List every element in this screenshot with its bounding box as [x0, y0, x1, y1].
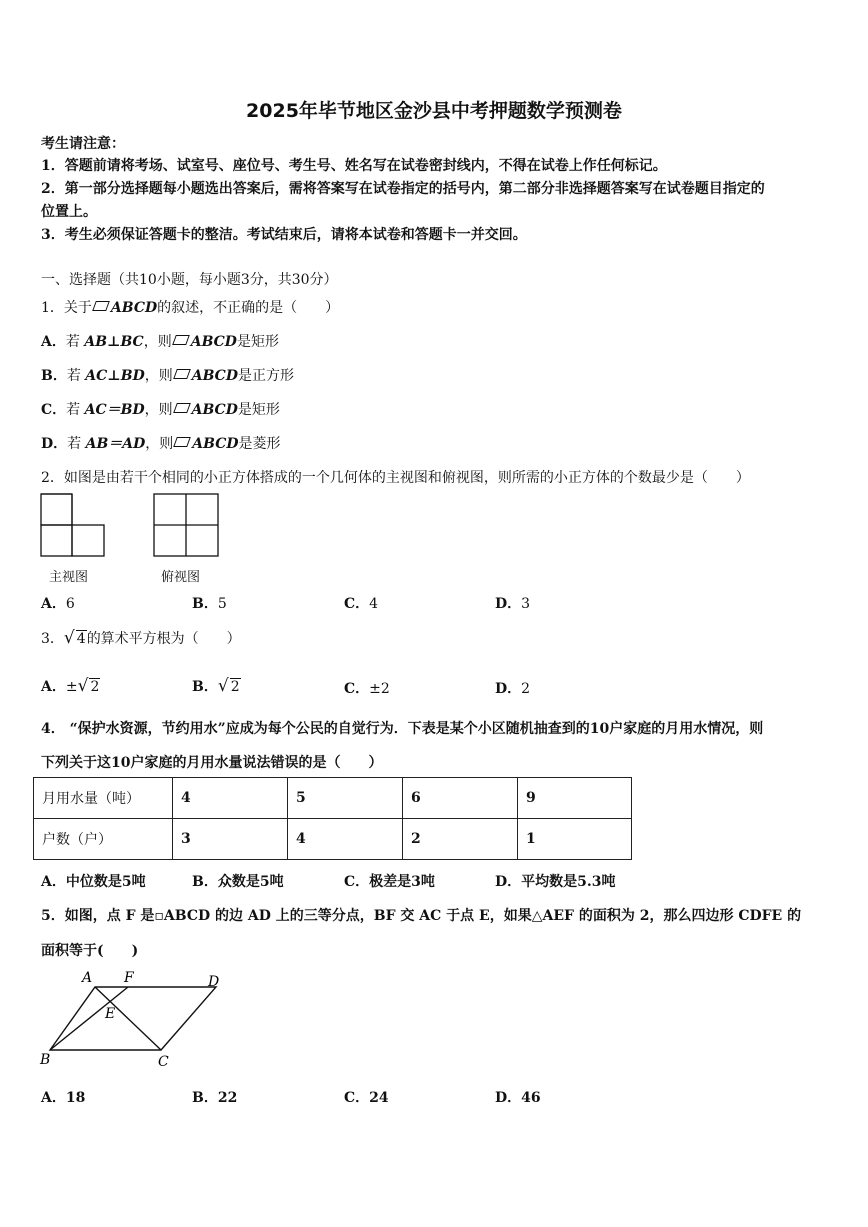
- option-value: 6: [65, 596, 75, 612]
- option-value: 2: [521, 681, 531, 697]
- option-label: A．: [41, 596, 66, 612]
- option-text: 平均数是5.3吨: [521, 874, 616, 890]
- option-text: 若: [65, 334, 85, 350]
- notice-line-2b: 位置上。: [41, 204, 97, 220]
- option-value: 24: [369, 1090, 389, 1106]
- option-value: 4: [369, 596, 379, 612]
- label-a: A: [82, 970, 93, 986]
- parallelogram-icon: [92, 301, 110, 311]
- q5-option-c[interactable]: [344, 1087, 389, 1107]
- option-text: ，则: [145, 436, 174, 452]
- q5-option-b[interactable]: [192, 1087, 237, 1107]
- q5-option-a[interactable]: [41, 1087, 85, 1107]
- option-value: 18: [65, 1090, 86, 1106]
- section-heading: 一、选择题（共10小题，每小题3分，共30分）: [41, 272, 338, 288]
- question-1-stem: [41, 297, 339, 317]
- option-label: D．: [495, 681, 522, 697]
- option-expr: AC⊥BD: [85, 368, 145, 384]
- option-label: B．: [192, 679, 218, 695]
- parallelogram-icon: [173, 403, 191, 413]
- option-figure: ABCD: [191, 402, 238, 418]
- page-title: 2025年毕节地区金沙县中考押题数学预测卷: [246, 100, 622, 122]
- front-view-caption: 主视图: [49, 570, 89, 585]
- option-label: B．: [192, 596, 218, 612]
- option-value: 22: [217, 1090, 238, 1106]
- question-2-stem: 2．如图是由若干个相同的小正方体搭成的一个几何体的主视图和俯视图，则所需的小正方体的个数最少是（ ）: [41, 470, 750, 486]
- q3-option-c[interactable]: [344, 678, 390, 698]
- option-tail: 是正方形: [237, 368, 294, 384]
- table-cell: 1: [518, 819, 632, 860]
- notice-line-3: 3．考生必须保证答题卡的整洁。考试结束后，请将本试卷和答题卡一并交回。: [41, 227, 527, 243]
- option-tail: 是菱形: [238, 436, 281, 452]
- option-value: 3: [521, 596, 531, 612]
- q1-option-b[interactable]: [41, 365, 294, 385]
- top-view-caption: 俯视图: [161, 570, 201, 585]
- option-text: 极差是3吨: [369, 874, 435, 890]
- table-cell: 3: [173, 819, 288, 860]
- option-label: A．: [41, 874, 66, 890]
- parallelogram-icon: [172, 335, 190, 345]
- option-value: 5: [217, 596, 227, 612]
- q2-option-c[interactable]: [344, 593, 378, 613]
- option-label: B．: [192, 874, 218, 890]
- option-text: 若: [67, 436, 86, 452]
- option-radicand: 2: [230, 679, 240, 695]
- q1-option-c[interactable]: [41, 399, 280, 419]
- notice-line-1: 1．答题前请将考场、试室号、座位号、考生号、姓名写在试卷密封线内，不得在试卷上作任何标记。: [41, 158, 667, 174]
- question-3-stem: [41, 628, 241, 648]
- parallelogram-figure: [38, 966, 228, 1074]
- table-cell: 2: [403, 819, 518, 860]
- option-figure: ABCD: [190, 334, 237, 350]
- option-text: 若: [66, 368, 86, 384]
- option-label: C．: [344, 874, 370, 890]
- q1-option-a[interactable]: [41, 331, 279, 351]
- parallelogram-icon: [173, 369, 191, 379]
- table-cell: 9: [518, 778, 632, 819]
- q4-option-d[interactable]: [495, 871, 616, 891]
- option-text: ，则: [144, 368, 173, 384]
- option-text: 若: [66, 402, 85, 418]
- q3-option-d[interactable]: [495, 678, 530, 698]
- option-label: C．: [344, 681, 370, 697]
- option-figure: ABCD: [191, 368, 238, 384]
- option-text: ，则: [143, 334, 172, 350]
- q3-stem-text: 的算术平方根为（ ）: [86, 631, 241, 647]
- option-label: A．: [41, 1090, 66, 1106]
- table-cell: 6: [403, 778, 518, 819]
- q1-option-d[interactable]: [41, 433, 281, 453]
- parallelogram-icon: [173, 437, 191, 447]
- table-cell: 4: [173, 778, 288, 819]
- table-header-cell: 月用水量（吨）: [34, 778, 173, 819]
- q4-option-b[interactable]: [192, 871, 284, 891]
- option-expr: AB⊥BC: [84, 334, 144, 350]
- table-cell: 5: [288, 778, 403, 819]
- q1-prefix: 1．关于: [41, 300, 92, 316]
- q2-views-figure: [38, 492, 238, 562]
- label-e: E: [105, 1006, 116, 1022]
- question-4-stem-2: 下列关于这10户家庭的月用水量说法错误的是（ ）: [41, 755, 383, 771]
- q4-option-a[interactable]: [41, 871, 146, 891]
- option-figure: ABCD: [192, 436, 239, 452]
- option-value: ±2: [369, 681, 390, 697]
- option-label: D．: [495, 874, 522, 890]
- option-label: B．: [192, 1090, 218, 1106]
- option-text: 中位数是5吨: [65, 874, 146, 890]
- table-row: [34, 819, 632, 860]
- label-d: D: [208, 974, 220, 990]
- option-tail: 是矩形: [236, 334, 279, 350]
- table-header-cell: 户数（户）: [34, 819, 173, 860]
- sqrt-sign: √: [217, 676, 229, 696]
- q2-option-d[interactable]: [495, 593, 530, 613]
- q5-option-d[interactable]: [495, 1087, 541, 1107]
- parallelogram-abcd: [50, 987, 216, 1050]
- question-5-stem-1: 5．如图，点 F 是▫ABCD 的边 AD 上的三等分点，BF 交 AC 于点 E，如果△AEF 的面积为 2，那么四边形 CDFE 的: [41, 908, 802, 924]
- q3-option-a[interactable]: [41, 676, 100, 696]
- option-label: D．: [41, 436, 68, 452]
- option-expr: AC＝BD: [84, 402, 145, 418]
- option-text: ，则: [144, 402, 173, 418]
- option-label: B．: [41, 368, 67, 384]
- q3-option-b[interactable]: [192, 676, 241, 696]
- table-cell: 4: [288, 819, 403, 860]
- option-prefix: ±: [65, 679, 78, 695]
- option-label: C．: [344, 596, 370, 612]
- top-view-grid: [154, 494, 218, 556]
- sqrt-sign: √: [63, 628, 75, 648]
- q2-option-a[interactable]: [41, 593, 75, 613]
- option-expr: AB＝AD: [85, 436, 146, 452]
- water-usage-table: [33, 777, 632, 860]
- option-label: D．: [495, 596, 522, 612]
- label-c: C: [158, 1054, 169, 1070]
- option-label: A．: [41, 334, 66, 350]
- q1-figure-name: ABCD: [110, 300, 158, 316]
- question-5-stem-2: 面积等于( ): [41, 943, 139, 959]
- q4-option-c[interactable]: [344, 871, 435, 891]
- table-row: [34, 778, 632, 819]
- label-f: F: [124, 970, 134, 986]
- sqrt-sign: √: [77, 676, 89, 696]
- option-label: A．: [41, 679, 66, 695]
- label-b: B: [40, 1052, 51, 1068]
- notice-heading: 考生请注意：: [41, 136, 125, 152]
- option-radicand: 2: [90, 679, 100, 695]
- option-label: C．: [344, 1090, 370, 1106]
- q2-option-b[interactable]: [192, 593, 227, 613]
- q1-suffix: 的叙述，不正确的是（ ）: [157, 300, 340, 316]
- option-tail: 是矩形: [237, 402, 280, 418]
- q3-number: 3．: [41, 631, 64, 647]
- option-label: C．: [41, 402, 67, 418]
- notice-line-2a: 2．第一部分选择题每小题选出答案后，需将答案写在试卷指定的括号内，第二部分非选择题答案写在试卷题目指定的: [41, 181, 765, 197]
- option-label: D．: [495, 1090, 522, 1106]
- question-4-stem-1: 4． “保护水资源，节约用水”应成为每个公民的自觉行为．下表是某个小区随机抽查到的10户家庭的月用水情况，则: [41, 721, 764, 737]
- q3-radicand: 4: [76, 631, 86, 647]
- option-text: 众数是5吨: [217, 874, 284, 890]
- front-view-grid: [41, 494, 104, 556]
- option-value: 46: [521, 1090, 541, 1106]
